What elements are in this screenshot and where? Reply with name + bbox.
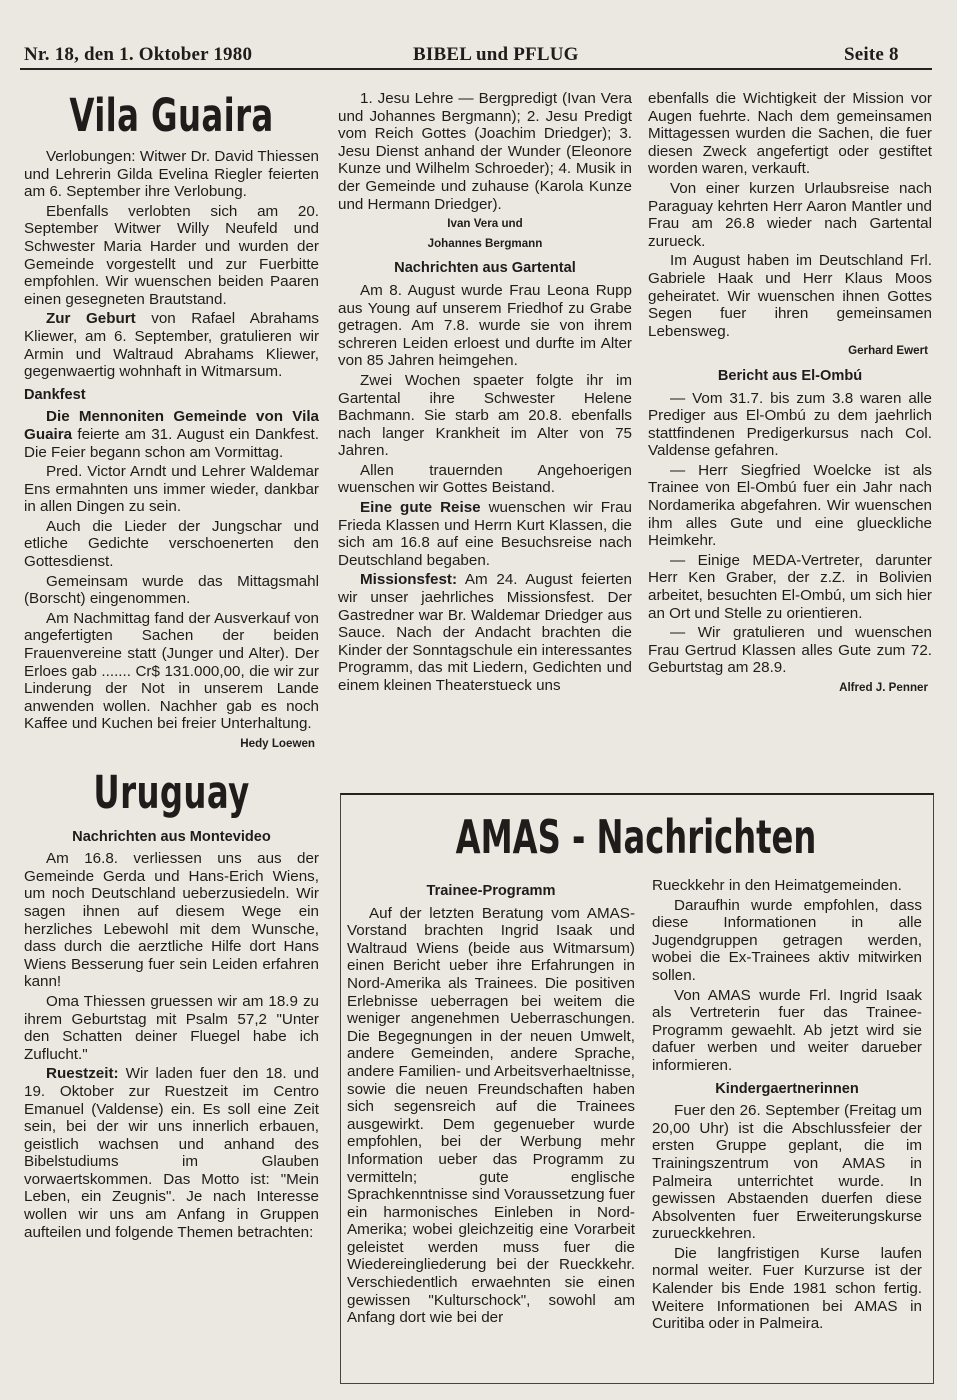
column-2 — [338, 90, 632, 697]
paragraph-el-ombu-4: — Wir gratulieren und wuenschen Frau Gertrud Klassen alles Gute zum 72. Geburtstag am 28.9. — [648, 624, 932, 677]
signature-gerhard-ewert: Gerhard Ewert — [848, 344, 928, 358]
paragraph-vertreterin: Von AMAS wurde Frl. Ingrid Isaak als Vertreterin fuer das Trainee-Programm gewaehlt. Ab jetzt wird sie dafuer werben und weiter darueber informieren. — [652, 986, 922, 1074]
publication-name: BIBEL und PFLUG — [413, 44, 579, 65]
paragraph-oma-thiessen: Oma Thiessen gruessen wir am 18.9 zu ihrem Geburtstag mit Psalm 57,2 "Unter den Schatten deiner Fluegel habe ich Zuflucht." — [24, 992, 319, 1063]
paragraph-mittag: Gemeinsam wurde das Mittagsmahl (Borscht) eingenommen. — [24, 572, 319, 608]
paragraph-helene-bachmann: Zwei Wochen spaeter folgte ihr im Gartental ihre Schwester Helene Bachmann. Sie starb am 20.8. ebenfalls nach langer Krankheit im Alter von 75 Jahren. — [338, 371, 632, 460]
paragraph-themen: 1. Jesu Lehre — Bergpredigt (Ivan Vera und Johannes Bergmann); 2. Jesu Predigt vom Reich Gottes (Joachim Driedger); 3. Jesu Dienst anhand der Wunder (Eleonore Kunze und Wilhelm Schroeder); 4. Musik in der Gemeinde und zuhause (Karola Kunze und Hermann Driedger). — [338, 90, 632, 213]
subheading-dankfest: Dankfest — [24, 386, 86, 403]
paragraph-ruestzeit — [24, 1065, 319, 1241]
paragraph-trainee-bericht: Auf der letzten Beratung vom AMAS-Vorstand brachten Ingrid Isaak und Waltraud Wiens (beide aus Witmarsum) einen Bericht ueber ihre Erfahrungen in Nord-Amerika als Trainees. Die positiven Erlebnisse ueberragen bei weitem die weniger angenehmen Ueberraschungen. Die Begegnungen in der neuen Umwelt, andere Gemeinden, andere Sprache, andere Familien- und Arbeitsverhaeltnisse, sowie die neuen Freundschaften haben sich segensreich auf die Trainees ausgewirkt. Dem gegenueber wurde empfohlen, bei der Werbung mehr Information ueber das Programm zu vermitteln; gute englische Sprachkenntnisse sind Voraussetzung fuer ein harmonisches Einleben in Nord-Amerika; wobei gleichzeitig eine Vorarbeit geleistet werden muss fuer die Wiedereingliederung bei der Rueckkehr. Verschiedentlich erwaehnten sie einen gewissen "Kulturschock", sowohl am Anfang dort wie bei der — [347, 904, 635, 1327]
subheading-el-ombu: Bericht aus El-Ombú — [717, 367, 863, 384]
signature-johannes-bergmann: Johannes Bergmann — [427, 236, 543, 250]
paragraph-urlaubsreise: Von einer kurzen Urlaubsreise nach Paraguay kehrten Herr Aaron Mantler und Frau am 26.8 wieder nach Gartental zurueck. — [648, 179, 932, 250]
paragraph-missionsfest — [338, 571, 632, 694]
lead-dankfest: Die Mennoniten Gemeinde von Vila Guaira — [24, 408, 319, 443]
paragraph-rueckkehr: Rueckkehr in den Heimatgemeinden. — [652, 877, 902, 894]
amas-column-1 — [347, 877, 635, 1329]
paragraph-el-ombu-3: — Einige MEDA-Vertreter, darunter Herr Ken Graber, der z.Z. in Bolivien arbeitet, besuchten El-Ombú, um sich hier an Ort und Stelle zu orientieren. — [648, 551, 932, 622]
subheading-gartental: Nachrichten aus Gartental — [394, 260, 576, 277]
subheading-kindergaertnerinnen: Kindergaertnerinnen — [715, 1080, 859, 1097]
paragraph-leona-rupp: Am 8. August wurde Frau Leona Rupp aus Young auf unserem Friedhof zu Grabe getragen. Am 7.8. wurde sie von ihrem schreren Leiden erloest und durfte im Alter von 85 Jahren heimgehen. — [338, 281, 632, 370]
text-reise: wuenschen wir Frau Frieda Klassen und Herrn Kurt Klassen, die sich am 16.8 auf eine Besuchsreise nach Deutschland begaben. — [338, 499, 632, 569]
paragraph-pred: Pred. Victor Arndt und Lehrer Waldemar Ens ermahnten uns immer wieder, dankbar in allen Dingen zu sein. — [24, 463, 319, 516]
subheading-montevideo: Nachrichten aus Montevideo — [72, 828, 271, 845]
paragraph-nachmittag: Am Nachmittag fand der Ausverkauf von angefertigten Sachen der beiden Frauenvereine statt (Junger und Alter). Der Erloes gab ....... Cr$ 131.000,00, die wir zur Linderung der Not in unserem Lande anwenden wollen. Nachher gab es noch Kaffee und Kuchen bei freier Unterhaltung. — [24, 609, 319, 733]
text-verlobungen: Witwer Dr. David Thiessen und Lehrerin Gilda Evelina Riegler feierten am 6. September ihre Verlobung. — [24, 148, 319, 201]
column-1 — [24, 90, 319, 1243]
text-ruestzeit: Wir laden fuer den 18. und 19. Oktober zur Ruestzeit im Centro Emanuel (Valdense) ein. Es soll eine Zeit sein, bei der wir uns innerlich erbauen, geistlich wachsen und anhand des Bibelstudiums im Glauben vorwaertskommen. Das Motto ist: "Mein Leben, ein Zeugnis". Je nach Interesse wollen wir uns am Anfang in Gruppen aufteilen und folgende Themen betrachten: — [24, 1065, 319, 1241]
paragraph-reise — [338, 499, 632, 569]
paragraph-trauernden: Allen trauernden Angehoerigen wuenschen wir Gottes Beistand. — [338, 461, 632, 497]
signature-hedy-loewen: Hedy Loewen — [240, 737, 315, 750]
heading-vila-guaira: Vila Guaira — [69, 89, 274, 142]
subheading-trainee-programm: Trainee-Programm — [426, 883, 556, 899]
paragraph-dankfest — [24, 408, 319, 461]
paragraph-heirat: Im August haben im Deutschland Frl. Gabriele Haak und Herr Klaus Moos geheiratet. Wir wuenschen ihnen Gottes Segen fuer ihren gemeinsamen Lebensweg. — [648, 252, 932, 340]
page-number: Seite 8 — [844, 44, 899, 65]
header-rule — [20, 68, 932, 70]
lead-reise: Eine gute Reise — [360, 499, 481, 517]
paragraph-geburt — [24, 310, 319, 380]
paragraph-verlobungen — [24, 148, 319, 201]
signature-ivan-vera: Ivan Vera und — [447, 217, 523, 231]
text-dankfest: feierte am 31. August ein Dankfest. Die Feier begann schon am Vormittag. — [24, 425, 319, 461]
paragraph-ebenfalls-mission: ebenfalls die Wichtigkeit der Mission vor Augen fuehrte. Nach dem gemeinsamen Mittagessen wurden die Sachen, die fuer diesen Zweck angefertigt oder gestiftet worden waren, verkauft. — [648, 90, 932, 178]
heading-amas-nachrichten: AMAS - Nachrichten — [455, 810, 817, 864]
lead-ruestzeit: Ruestzeit: — [46, 1065, 119, 1083]
text-missionsfest: Am 24. August feierten wir unser jaehrliches Missionsfest. Der Gastredner war Br. Waldemar Driedger aus Sauce. Nach der Andacht brachten die Kinder der Sonntagschule ein interessantes Programm, das mit Liedern, Gedichten und einem kleinen Theaterstueck uns — [338, 571, 632, 694]
paragraph-lieder: Auch die Lieder der Jungschar und etliche Gedichte verschoenerten den Gottesdienst. — [24, 517, 319, 571]
paragraph-abschlussfeier: Fuer den 26. September (Freitag um 20,00 Uhr) ist die Abschlussfeier der ersten Gruppe geplant, die im Trainingszentrum von AMAS in Palmeira unterrichtet wurde. In gewissen Abstaenden duerfen diese Absolventen fuer Erweiterungskurse zurueckkehren. — [652, 1102, 922, 1243]
heading-uruguay: Uruguay — [93, 765, 250, 819]
lead-verlobungen: Verlobungen: — [46, 148, 136, 165]
amas-column-2 — [652, 877, 922, 1335]
lead-missionsfest: Missionsfest: — [360, 571, 458, 589]
issue-number-date: Nr. 18, den 1. Oktober 1980 — [24, 44, 253, 65]
paragraph-el-ombu-2: — Herr Siegfried Woelcke ist als Trainee von El-Ombú fuer ein Jahr nach Nordamerika abgefahren. Wir wuenschen ihm alles Gute und eine glueckliche Heimkehr. — [648, 461, 932, 550]
signature-alfred-penner: Alfred J. Penner — [839, 681, 928, 694]
paragraph-empfehlung: Daraufhin wurde empfohlen, dass diese Informationen in alle Jugendgruppen getragen werden, wobei die Ex-Trainees aktiv mitwirken sollen. — [652, 896, 922, 984]
paragraph-montevideo: Am 16.8. verliessen uns aus der Gemeinde Gerda und Hans-Erich Wiens, um noch Deutschland ueberzusiedeln. Wir sagen ihnen auf diesem Wege ein herzliches Lebewohl mit dem Wunsche, dass durch die aerztliche Hilfe dort Hans Wiens Besserung fuer sein Leiden erfahren kann! — [24, 850, 319, 991]
paragraph-kurse: Die langfristigen Kurse laufen normal weiter. Fuer Kurzurse ist der Kalender bis Ende 1981 schon fertig. Weitere Informationen bei AMAS in Curitiba oder in Palmeira. — [652, 1244, 922, 1333]
paragraph-ebenfalls-verlobt: Ebenfalls verlobten sich am 20. September Witwer Willy Neufeld und Schwester Maria Harder und wurden der Gemeinde vorgestellt und zur Fuerbitte empfohlen. Wir wuenschen beiden Paaren einen gesegneten Brautstand. — [24, 202, 319, 308]
lead-geburt: Zur Geburt — [46, 310, 136, 328]
paragraph-el-ombu-1: — Vom 31.7. bis zum 3.8 waren alle Prediger aus El-Ombú zu dem jaehrlich stattfindenen Predigerkursus nach Col. Valdense gefahren. — [648, 389, 932, 460]
text-geburt: von Rafael Abrahams Kliewer, am 6. September, gratulieren wir Armin und Waltraud Abrahams Kliewer, gegenwaertig wohnhaft in Witmarsum. — [24, 310, 319, 381]
column-3 — [648, 90, 932, 705]
